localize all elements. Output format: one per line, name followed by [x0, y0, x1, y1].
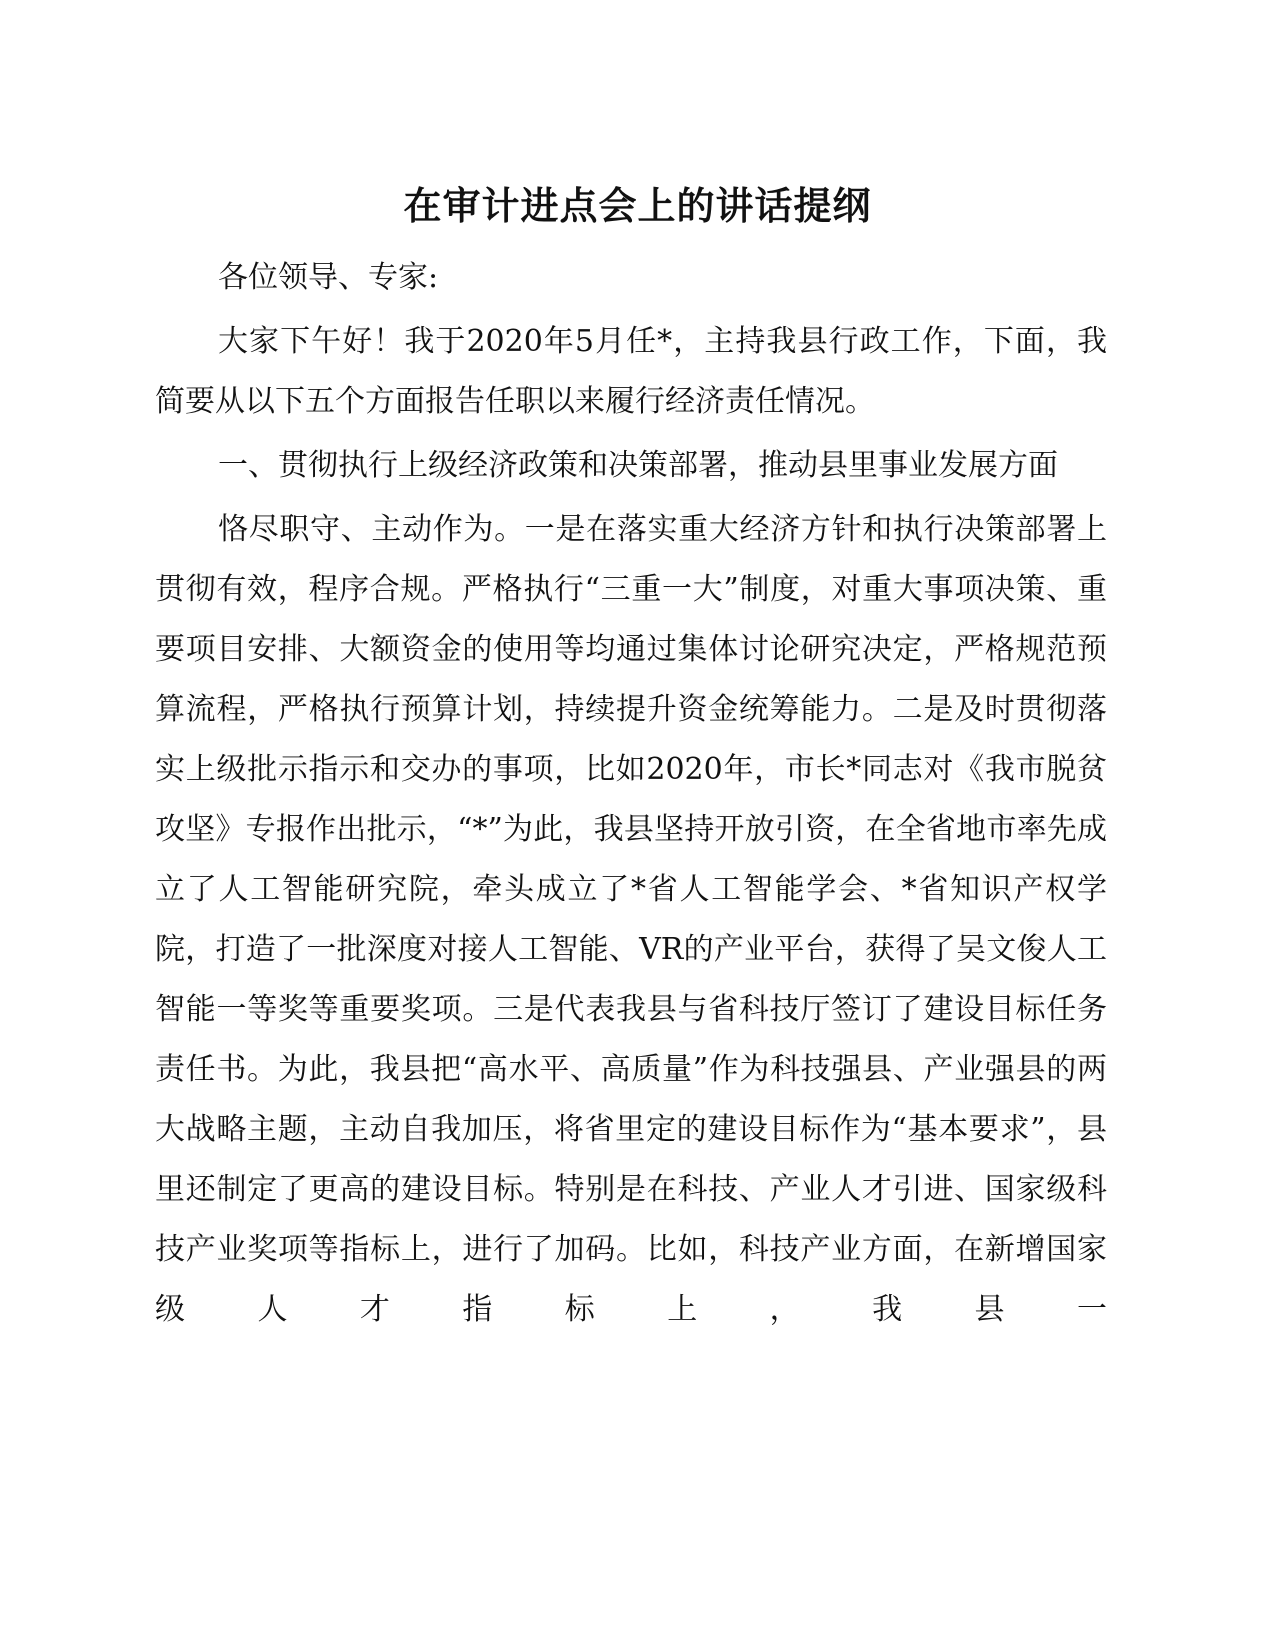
document-body [155, 248, 1107, 1344]
paragraph-greeting: 大家下午好！我于2020年5月任*，主持我县行政工作，下面，我简要从以下五个方面报告任职以来履行经济责任情况。 [155, 324, 1107, 419]
section-heading-1: 一、贯彻执行上级经济政策和决策部署，推动县里事业发展方面 [218, 448, 1058, 483]
document-title: 在审计进点会上的讲话提纲 [403, 184, 872, 228]
paragraph-section-1-body: 恪尽职守、主动作为。一是在落实重大经济方针和执行决策部署上贯彻有效，程序合规。严格执行“三重一大”制度，对重大事项决策、重要项目安排、大额资金的使用等均通过集体讨论研究决定，严格规范预算流程，严格执行预算计划，持续提升资金统筹能力。二是及时贯彻落实上级批示指示和交办的事项，比如2020年，市长*同志对《我市脱贫攻坚》专报作出批示，“*”为此，我县坚持开放引资，在全省地市率先成立了人工智能研究院，牵头成立了*省人工智能学会、*省知识产权学院，打造了一批深度对接人工智能、VR的产业平台，获得了吴文俊人工智能一等奖等重要奖项。三是代表我县与省科技厅签订了建设目标任务责任书。为此，我县把“高水平、高质量”作为科技强县、产业强县的两大战略主题，主动自我加压，将省里定的建设目标作为“基本要求”，县里还制定了更高的建设目标。特别是在科技、产业人才引进、国家级科技产业奖项等指标上，进行了加码。比如，科技产业方面，在新增国家级人才指标上，我县一 [155, 512, 1107, 1327]
salutation: 各位领导、专家: [218, 260, 439, 295]
